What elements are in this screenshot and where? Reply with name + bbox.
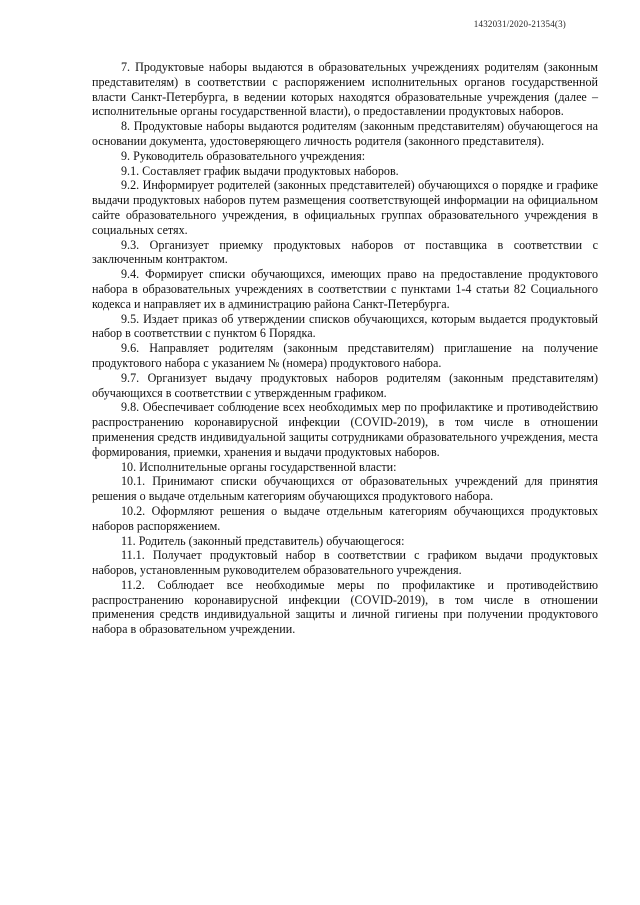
paragraph-8: 8. Продуктовые наборы выдаются родителям (законным представителям) обучающегося на основании документа, удостоверяющего личность родителя (законного представителя). — [92, 119, 598, 148]
paragraph-9-4: 9.4. Формирует списки обучающихся, имеющих право на предоставление продуктового набора в образовательных учреждениях в соответствии с пунктами 1-4 статьи 82 Социального кодекса и направляет их в администрацию района Санкт-Петербурга. — [92, 267, 598, 311]
paragraph-10-1: 10.1. Принимают списки обучающихся от образовательных учреждений для принятия решения о выдаче отдельным категориям обучающихся продуктового набора. — [92, 474, 598, 504]
paragraph-9-7: 9.7. Организует выдачу продуктовых наборов родителям (законным представителям) обучающихся в соответствии с утвержденным графиком. — [92, 370, 598, 400]
paragraph-9-6: 9.6. Направляет родителям (законным представителям) приглашение на получение продуктового набора с указанием № (номера) продуктового набора. — [92, 341, 598, 370]
paragraph-9-5: 9.5. Издает приказ об утверждении списков обучающихся, которым выдается продуктовый набор в соответствии с пунктом 6 Порядка. — [92, 311, 598, 341]
paragraph-10: 10. Исполнительные органы государственной власти: — [121, 459, 397, 474]
paragraph-10-2: 10.2. Оформляют решения о выдаче отдельным категориям обучающихся продуктовых наборов распоряжением. — [92, 503, 598, 533]
paragraph-7: 7. Продуктовые наборы выдаются в образовательных учреждениях родителям (законным представителям) в соответствии с распоряжением исполнительных органов государственной власти Санкт-Петербурга, в ведении которых находятся образовательные учреждения (далее – исполнительные органы государственной власти), о предоставлении продуктовых наборов. — [92, 60, 598, 119]
paragraph-9-2: 9.2. Информирует родителей (законных представителей) обучающихся о порядке и графике выдачи продуктовых наборов путем размещения соответствующей информации на официальном сайте образовательного учреждения, в официальных группах образовательного учреждения в социальных сетях. — [92, 178, 598, 237]
paragraph-9-1: 9.1. Составляет график выдачи продуктовых наборов. — [121, 163, 399, 178]
paragraph-11-1: 11.1. Получает продуктовый набор в соответствии с графиком выдачи продуктовых наборов, установленным руководителем образовательного учреждения. — [92, 548, 598, 578]
paragraph-9-3: 9.3. Организует приемку продуктовых наборов от поставщика в соответствии с заключенным контрактом. — [92, 237, 598, 267]
document-number: 1432031/2020-21354(3) — [473, 19, 566, 29]
document-body — [92, 60, 598, 637]
paragraph-9: 9. Руководитель образовательного учреждения: — [121, 148, 366, 163]
paragraph-9-8: 9.8. Обеспечивает соблюдение всех необходимых мер по профилактике и противодействию распространению коронавирусной инфекции (COVID-2019), в том числе в отношении применения средств индивидуальной защиты сотрудниками образовательного учреждения, места формирования, приемки, хранения и выдачи продуктовых наборов. — [92, 400, 598, 459]
paragraph-11: 11. Родитель (законный представитель) обучающегося: — [121, 533, 405, 548]
paragraph-11-2: 11.2. Соблюдает все необходимые меры по профилактике и противодействию распространению коронавирусной инфекции (COVID-2019), в том числе в отношении применения средств индивидуальной защиты и личной гигиены при получении продуктового набора в образовательном учреждении. — [92, 577, 598, 637]
